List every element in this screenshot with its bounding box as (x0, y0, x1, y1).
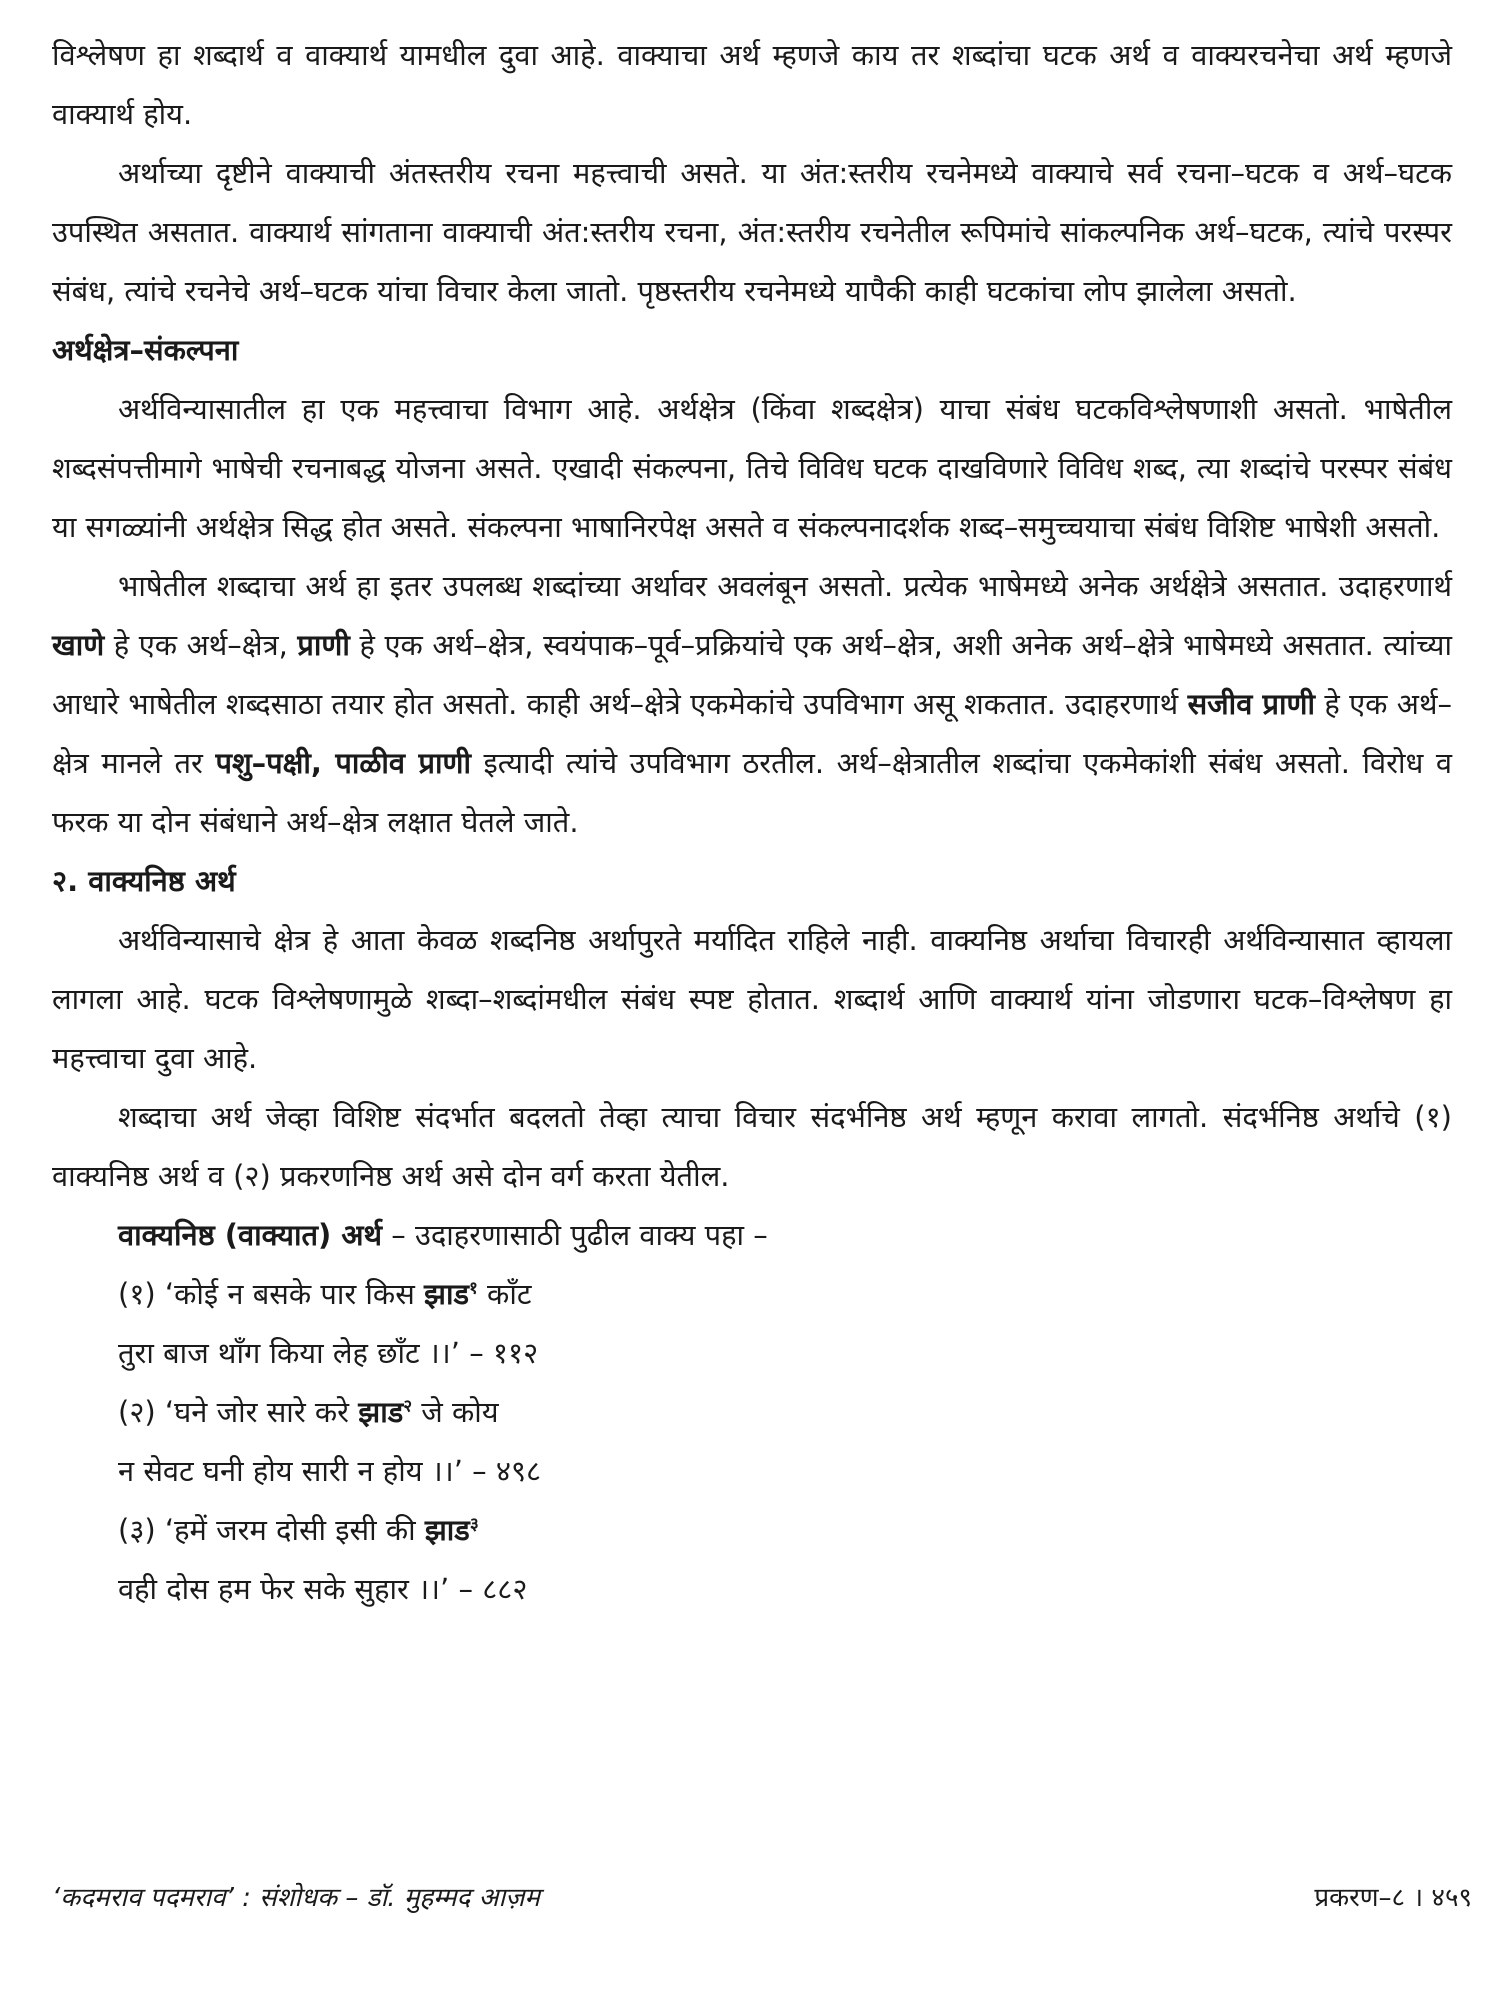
bold-term: वाक्यनिष्ठ (वाक्यात) अर्थ (118, 1218, 383, 1252)
text-run: – उदाहरणासाठी पुढील वाक्य पहा – (382, 1218, 768, 1252)
superscript-number: ३ (469, 1514, 479, 1535)
text-run: (१) ‘कोई न बसके पार किस (118, 1277, 425, 1311)
text-run: हे एक अर्थ–क्षेत्र मानले तर (52, 687, 1452, 780)
text-run: (२) ‘घने जोर सारे करे (118, 1395, 359, 1429)
text-run: हे एक अर्थ–क्षेत्र, (104, 628, 298, 662)
bold-term: झाड (424, 1277, 469, 1311)
bold-term: सजीव प्राणी (1187, 687, 1316, 721)
page-footer (52, 1878, 1472, 1918)
paragraph-context-meaning: शब्दाचा अर्थ जेव्हा विशिष्ट संदर्भात बदलतो तेव्हा त्याचा विचार संदर्भनिष्ठ अर्थ म्हणून करावा लागतो. संदर्भनिष्ठ अर्थाचे (१) वाक्यनिष्ठ अर्थ व (२) प्रकरणनिष्ठ अर्थ असे दोन वर्ग करता येतील. (52, 1100, 1452, 1193)
text-run: हे एक अर्थ–क्षेत्र, स्वयंपाक–पूर्व–प्रक्रियांचे एक अर्थ–क्षेत्र, अशी अनेक अर्थ–क्षेत्रे भाषेमध्ये असतात. त्यांच्या आधारे भाषेतील शब्दसाठा तयार होत असतो. काही अर्थ–क्षेत्रे एकमेकांचे उपविभाग असू शकतात. उदाहरणार्थ (52, 628, 1452, 721)
paragraph-sentence-meaning: अर्थविन्यासाचे क्षेत्र हे आता केवळ शब्दनिष्ठ अर्थापुरते मर्यादित राहिले नाही. वाक्यनिष्ठ अर्थाचा विचारही अर्थविन्यासात व्हायला लागला आहे. घटक विश्लेषणामुळे शब्दा–शब्दांमधील संबंध स्पष्ट होतात. शब्दार्थ आणि वाक्यार्थ यांना जोडणारा घटक–विश्लेषण हा महत्त्वाचा दुवा आहे. (52, 923, 1452, 1075)
superscript-number: २ (403, 1396, 413, 1417)
paragraph-semantic-field-examples (52, 557, 1452, 852)
text-run: जे कोय (412, 1395, 499, 1429)
verse-line: तुरा बाज थाँग किया लेह छाँट ।।’ – ११२ (118, 1336, 539, 1370)
verse-line (52, 1383, 1452, 1442)
bold-term: पशु–पक्षी, पाळीव प्राणी (215, 746, 471, 780)
page-body (52, 26, 1452, 1619)
section-heading-semantic-field: अर्थक्षेत्र–संकल्पना (52, 333, 239, 367)
superscript-number: १ (468, 1278, 478, 1299)
text-run: (३) ‘हमें जरम दोसी इसी की (118, 1513, 425, 1547)
verse-line (52, 1265, 1452, 1324)
text-run: इत्यादी त्यांचे उपविभाग ठरतील. अर्थ–क्षेत्रातील शब्दांचा एकमेकांशी संबंध असतो. विरोध व फरक या दोन संबंधाने अर्थ–क्षेत्र लक्षात घेतले जाते. (52, 746, 1452, 839)
footer-book-title: ‘कदमराव पदमराव’ : संशोधक – डॉ. मुहम्मद आज़म (52, 1883, 540, 1913)
verse-line: न सेवट घनी होय सारी न होय ।।’ – ४९८ (118, 1454, 542, 1488)
bold-term: प्राणी (297, 628, 350, 662)
footer-page-number: प्रकरण–८ । ४५९ (1314, 1883, 1472, 1913)
section-heading-sentence-meaning: २. वाक्यनिष्ठ अर्थ (52, 864, 236, 898)
text-run: काँट (477, 1277, 532, 1311)
bold-term: खाणे (52, 628, 105, 662)
bold-term: झाड (424, 1513, 470, 1547)
paragraph-deep-structure: अर्थाच्या दृष्टीने वाक्याची अंतस्तरीय रचना महत्त्वाची असते. या अंत:स्तरीय रचनेमध्ये वाक्याचे सर्व रचना–घटक व अर्थ–घटक उपस्थित असतात. वाक्यार्थ सांगताना वाक्याची अंत:स्तरीय रचना, अंत:स्तरीय रचनेतील रूपिमांचे सांकल्पनिक अर्थ–घटक, त्यांचे परस्पर संबंध, त्यांचे रचनेचे अर्थ–घटक यांचा विचार केला जातो. पृष्ठस्तरीय रचनेमध्ये यापैकी काही घटकांचा लोप झालेला असतो. (52, 156, 1452, 308)
bold-term: झाड (358, 1395, 404, 1429)
text-run: भाषेतील शब्दाचा अर्थ हा इतर उपलब्ध शब्दांच्या अर्थावर अवलंबून असतो. प्रत्येक भाषेमध्ये अनेक अर्थक्षेत्रे असतात. उदाहरणार्थ (118, 569, 1452, 603)
verse-line (52, 1501, 1452, 1560)
example-intro (52, 1206, 1452, 1265)
verse-line: वही दोस हम फेर सके सुहार ।।’ – ८८२ (118, 1572, 528, 1606)
paragraph-semantic-field: अर्थविन्यासातील हा एक महत्त्वाचा विभाग आहे. अर्थक्षेत्र (किंवा शब्दक्षेत्र) याचा संबंध घटकविश्लेषणाशी असतो. भाषेतील शब्दसंपत्तीमागे भाषेची रचनाबद्ध योजना असते. एखादी संकल्पना, तिचे विविध घटक दाखविणारे विविध शब्द, त्या शब्दांचे परस्पर संबंध या सगळ्यांनी अर्थक्षेत्र सिद्ध होत असते. संकल्पना भाषानिरपेक्ष असते व संकल्पनादर्शक शब्द–समुच्चयाचा संबंध विशिष्ट भाषेशी असतो. (52, 392, 1452, 544)
paragraph-continuation: विश्लेषण हा शब्दार्थ व वाक्यार्थ यामधील दुवा आहे. वाक्याचा अर्थ म्हणजे काय तर शब्दांचा घटक अर्थ व वाक्यरचनेचा अर्थ म्हणजे वाक्यार्थ होय. (52, 38, 1452, 131)
